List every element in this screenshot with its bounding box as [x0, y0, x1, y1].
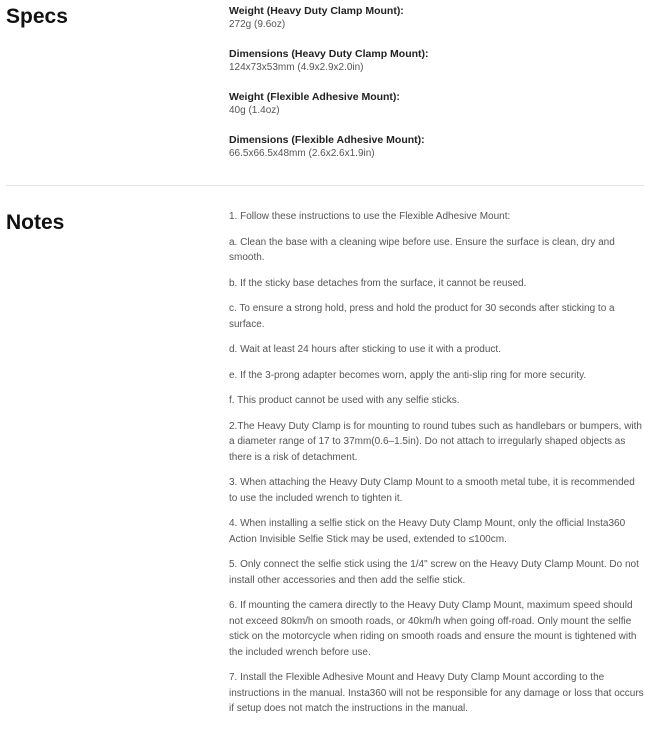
spec-item: [229, 47, 645, 75]
spec-label: Dimensions (Heavy Duty Clamp Mount):: [229, 48, 429, 60]
note-item: 3. When attaching the Heavy Duty Clamp Mount to a smooth metal tube, it is recommended to use the included wrench to tighten it.: [229, 477, 635, 504]
note-item: 5. Only connect the selfie stick using the 1/4" screw on the Heavy Duty Clamp Mount. Do not install other accessories and then add the selfie stick.: [229, 559, 639, 586]
section-divider: [6, 185, 644, 186]
note-item: 2.The Heavy Duty Clamp is for mounting to round tubes such as handlebars or bumpers, with a diameter range of 17 to 37mm(0.6–1.5in). Do not attach to irregularly shaped objects as there is a risk of detachment.: [229, 420, 642, 463]
note-item: d. Wait at least 24 hours after sticking to use it with a product.: [229, 344, 501, 355]
note-item: b. If the sticky base detaches from the surface, it cannot be reused.: [229, 277, 527, 289]
spec-label: Weight (Heavy Duty Clamp Mount):: [229, 5, 404, 17]
spec-label: Weight (Flexible Adhesive Mount):: [229, 91, 400, 103]
note-item: 7. Install the Flexible Adhesive Mount and Heavy Duty Clamp Mount according to the instructions in the manual. Insta360 will not be responsible for any damage or loss that occurs if setup does not match the instructions in the manual.: [229, 672, 644, 714]
spec-value: 124x73x53mm (4.9x2.9x2.0in): [229, 62, 364, 73]
notes-heading: Notes: [6, 211, 65, 234]
notes-list: [229, 209, 645, 727]
specs-heading: Specs: [6, 5, 68, 28]
note-item: e. If the 3-prong adapter becomes worn, apply the anti-slip ring for more security.: [229, 369, 587, 381]
note-item: 1. Follow these instructions to use the Flexible Adhesive Mount:: [229, 211, 511, 222]
spec-value: 272g (9.6oz): [229, 19, 286, 30]
spec-item: [229, 4, 645, 32]
note-item: f. This product cannot be used with any selfie sticks.: [229, 395, 460, 406]
specs-list: [229, 4, 645, 176]
spec-item: [229, 133, 645, 161]
spec-label: Dimensions (Flexible Adhesive Mount):: [229, 134, 425, 146]
spec-value: 40g (1.4oz): [229, 105, 280, 116]
note-item: 6. If mounting the camera directly to the Heavy Duty Clamp Mount, maximum speed should not exceed 80km/h on smooth roads, or 40km/h when going off-road. Only mount the selfie stick on the motorcycle when riding on smooth roads and ensure the mount is tightened with the included wrench before use.: [229, 600, 637, 658]
spec-item: [229, 90, 645, 118]
note-item: c. To ensure a strong hold, press and hold the product for 30 seconds after sticking to a surface.: [229, 303, 615, 330]
spec-value: 66.5x66.5x48mm (2.6x2.6x1.9in): [229, 148, 375, 159]
note-item: a. Clean the base with a cleaning wipe before use. Ensure the surface is clean, dry and smooth.: [229, 236, 615, 263]
note-item: 4. When installing a selfie stick on the Heavy Duty Clamp Mount, only the official Insta360 Action Invisible Selfie Stick may be used, extended to ≤100cm.: [229, 518, 626, 545]
